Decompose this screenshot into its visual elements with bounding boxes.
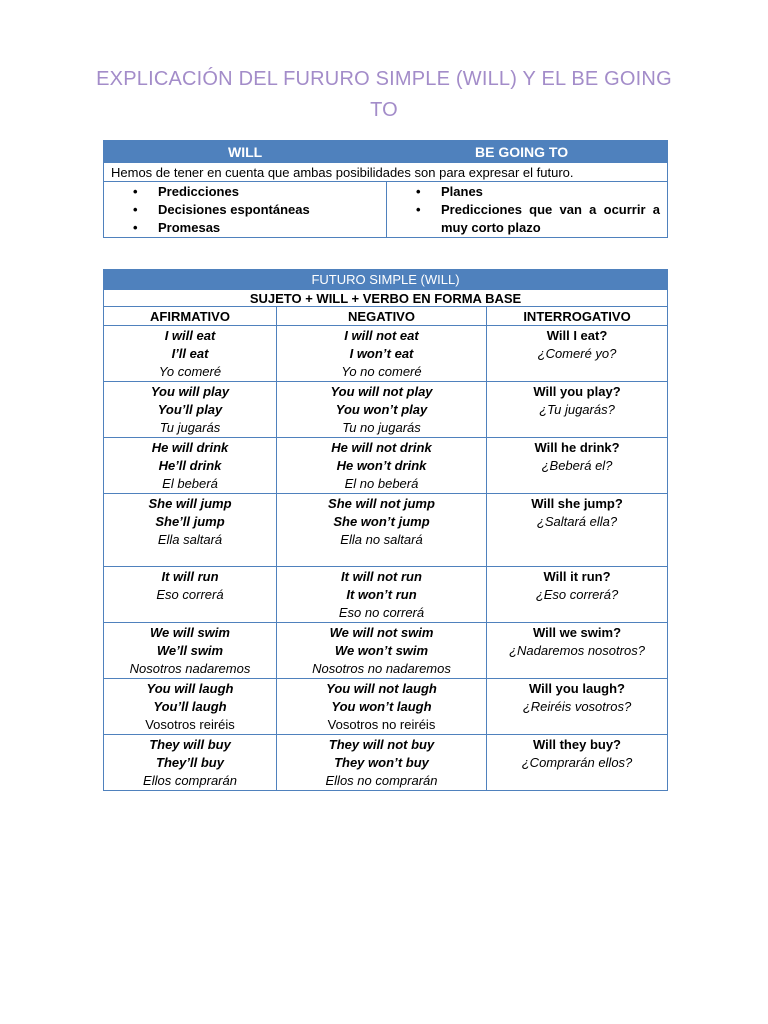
list-item: • Decisiones espontáneas bbox=[158, 201, 379, 219]
column-header-negative: NEGATIVO bbox=[277, 307, 487, 326]
affirmative-cell bbox=[104, 623, 277, 679]
interrogative-cell bbox=[487, 326, 668, 382]
negative-contracted: It won’t run bbox=[346, 587, 417, 602]
negative-full: She will not jump bbox=[328, 496, 435, 511]
question-translation: ¿Reiréis vosotros? bbox=[522, 699, 632, 714]
question: Will she jump? bbox=[531, 496, 623, 511]
negative-contracted: He won’t drink bbox=[336, 458, 427, 473]
affirmative-contracted: They’ll buy bbox=[156, 755, 224, 770]
negative-translation: Eso no correrá bbox=[338, 605, 425, 620]
affirmative-contracted: She’ll jump bbox=[155, 514, 225, 529]
interrogative-cell bbox=[487, 494, 668, 567]
negative-contracted: You won’t laugh bbox=[331, 699, 432, 714]
affirmative-full: It will run bbox=[161, 569, 219, 584]
header-will: WILL bbox=[104, 141, 387, 163]
interrogative-cell bbox=[487, 623, 668, 679]
list-item: • Planes bbox=[441, 183, 660, 201]
table-row bbox=[104, 494, 668, 567]
negative-full: You will not play bbox=[330, 384, 433, 399]
title-line-1: EXPLICACIÓN DEL FURURO SIMPLE (WILL) Y EL BE GOING bbox=[96, 68, 672, 90]
negative-contracted: She won’t jump bbox=[333, 514, 430, 529]
column-header-interrogative: INTERROGATIVO bbox=[487, 307, 668, 326]
formula-row: SUJETO + WILL + VERBO EN FORMA BASE bbox=[104, 290, 668, 307]
affirmative-full: You will laugh bbox=[146, 681, 234, 696]
negative-contracted: You won’t play bbox=[335, 402, 428, 417]
affirmative-cell bbox=[104, 382, 277, 438]
affirmative-cell bbox=[104, 567, 277, 623]
affirmative-full: You will play bbox=[150, 384, 230, 399]
affirmative-cell bbox=[104, 735, 277, 791]
question: Will you play? bbox=[533, 384, 621, 399]
affirmative-contracted: You’ll play bbox=[157, 402, 223, 417]
negative-translation: Ellos no comprarán bbox=[325, 773, 438, 788]
table-row bbox=[104, 735, 668, 791]
negative-contracted: I won’t eat bbox=[349, 346, 414, 361]
affirmative-cell bbox=[104, 679, 277, 735]
affirmative-contracted: I’ll eat bbox=[171, 346, 209, 361]
will-uses-list bbox=[104, 183, 386, 237]
affirmative-cell bbox=[104, 438, 277, 494]
question-translation: ¿Saltará ella? bbox=[536, 514, 618, 529]
question: Will you laugh? bbox=[529, 681, 625, 696]
table-row bbox=[104, 382, 668, 438]
affirmative-translation: Yo comeré bbox=[158, 364, 222, 379]
future-simple-table bbox=[103, 269, 668, 791]
list-item: • Predicciones bbox=[158, 183, 379, 201]
question-translation: ¿Nadaremos nosotros? bbox=[509, 643, 645, 658]
affirmative-full: We will swim bbox=[150, 625, 230, 640]
negative-cell bbox=[277, 382, 487, 438]
interrogative-cell bbox=[487, 735, 668, 791]
interrogative-cell bbox=[487, 567, 668, 623]
negative-cell bbox=[277, 567, 487, 623]
affirmative-full: He will drink bbox=[151, 440, 229, 455]
affirmative-contracted: He’ll drink bbox=[158, 458, 222, 473]
list-item: • Promesas bbox=[158, 219, 379, 237]
affirmative-contracted: We’ll swim bbox=[156, 643, 224, 658]
question-translation: ¿Tu jugarás? bbox=[539, 402, 615, 417]
question: Will I eat? bbox=[546, 328, 608, 343]
negative-full: They will not buy bbox=[328, 737, 435, 752]
table-row bbox=[104, 679, 668, 735]
going-to-uses-cell bbox=[387, 182, 668, 238]
affirmative-translation: Ella saltará bbox=[157, 532, 223, 547]
negative-translation: El no beberá bbox=[344, 476, 419, 491]
question-translation: ¿Beberá el? bbox=[541, 458, 613, 473]
comparison-note: Hemos de tener en cuenta que ambas posibilidades son para expresar el futuro. bbox=[104, 163, 668, 182]
affirmative-full: I will eat bbox=[164, 328, 216, 343]
question-translation: ¿Comprarán ellos? bbox=[521, 755, 633, 770]
going-to-uses-list bbox=[387, 183, 667, 237]
question-translation: ¿Comeré yo? bbox=[537, 346, 617, 361]
header-be-going-to: BE GOING TO bbox=[387, 141, 668, 163]
title-line-2: TO bbox=[370, 99, 398, 121]
will-uses-cell bbox=[104, 182, 387, 238]
question: Will he drink? bbox=[534, 440, 620, 455]
negative-full: He will not drink bbox=[331, 440, 432, 455]
question: Will they buy? bbox=[533, 737, 621, 752]
negative-contracted: They won’t buy bbox=[334, 755, 429, 770]
negative-full: We will not swim bbox=[329, 625, 434, 640]
table-banner: FUTURO SIMPLE (WILL) bbox=[104, 270, 668, 290]
affirmative-translation: Eso correrá bbox=[156, 587, 224, 602]
negative-translation: Ella no saltará bbox=[340, 532, 423, 547]
affirmative-full: They will buy bbox=[149, 737, 231, 752]
question-translation: ¿Eso correrá? bbox=[535, 587, 619, 602]
negative-full: I will not eat bbox=[344, 328, 419, 343]
question: Will we swim? bbox=[533, 625, 622, 640]
will-vs-going-to-table bbox=[103, 140, 668, 238]
negative-contracted: We won’t swim bbox=[334, 643, 429, 658]
affirmative-contracted: You’ll laugh bbox=[153, 699, 227, 714]
interrogative-cell bbox=[487, 679, 668, 735]
negative-cell bbox=[277, 679, 487, 735]
negative-translation: Tu no jugarás bbox=[342, 420, 421, 435]
negative-cell bbox=[277, 623, 487, 679]
interrogative-cell bbox=[487, 438, 668, 494]
table-row bbox=[104, 623, 668, 679]
negative-cell bbox=[277, 735, 487, 791]
interrogative-cell bbox=[487, 382, 668, 438]
page-title bbox=[90, 64, 678, 126]
affirmative-full: She will jump bbox=[148, 496, 232, 511]
negative-cell bbox=[277, 438, 487, 494]
negative-translation: Vosotros no reiréis bbox=[327, 717, 436, 732]
negative-translation: Nosotros no nadaremos bbox=[312, 661, 451, 676]
list-item: • Predicciones que van a ocurrir a muy corto plazo bbox=[441, 201, 660, 237]
affirmative-translation: Ellos comprarán bbox=[143, 773, 237, 788]
negative-cell bbox=[277, 494, 487, 567]
table-row bbox=[104, 326, 668, 382]
affirmative-translation: Vosotros reiréis bbox=[145, 717, 235, 732]
affirmative-cell bbox=[104, 326, 277, 382]
table-row bbox=[104, 438, 668, 494]
question: Will it run? bbox=[543, 569, 611, 584]
affirmative-cell bbox=[104, 494, 277, 567]
affirmative-translation: Nosotros nadaremos bbox=[129, 661, 251, 676]
negative-cell bbox=[277, 326, 487, 382]
table-row bbox=[104, 567, 668, 623]
negative-full: It will not run bbox=[341, 569, 422, 584]
affirmative-translation: Tu jugarás bbox=[159, 420, 221, 435]
negative-full: You will not laugh bbox=[326, 681, 437, 696]
column-header-affirmative: AFIRMATIVO bbox=[104, 307, 277, 326]
affirmative-translation: El beberá bbox=[162, 476, 218, 491]
negative-translation: Yo no comeré bbox=[341, 364, 422, 379]
